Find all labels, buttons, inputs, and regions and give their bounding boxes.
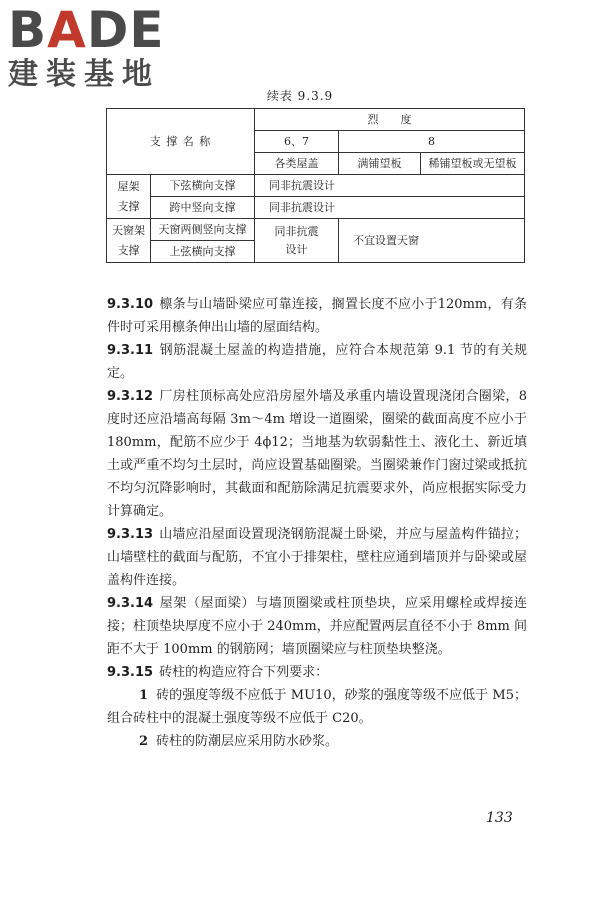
clause [107,385,527,523]
page-number: 133 [486,810,513,826]
header-intensity-8: 8 [339,131,525,153]
clause [107,293,527,339]
list-item [107,730,527,753]
logo-subtitle: 建装基地 [8,57,160,92]
table-row [107,175,525,197]
table-row [107,219,525,241]
clause-number: 9.3.15 [107,665,154,680]
logo-wordmark [8,1,178,59]
row-name: 跨中竖向支撑 [151,197,255,219]
group-truss-bracing: 屋架 支撑 [107,175,151,219]
clauses-body [107,293,527,753]
bracing-table [106,108,525,263]
item-number: 2 [139,734,149,749]
sub-full-board: 满铺望板 [339,153,421,175]
logo-letters-de: DE [86,1,165,59]
table-row [107,109,525,131]
clause-number: 9.3.12 [107,389,154,404]
header-intensity-6-7: 6、7 [255,131,339,153]
row-value: 同非抗震设计 [255,175,525,197]
clause-number: 9.3.11 [107,343,154,358]
row-value: 同非抗震 设计 [255,219,339,263]
clause-text: 檩条与山墙卧梁应可靠连接，搁置长度不应小于120mm，有条件时可采用檩条伸出山墙的屋面结构。 [107,297,527,335]
clause-text: 砖柱的构造应符合下列要求： [159,665,329,680]
clause [107,339,527,385]
item-number: 1 [139,688,149,703]
table-row [107,197,525,219]
clause [107,592,527,661]
row-name: 下弦横向支撑 [151,175,255,197]
clause-number: 9.3.10 [107,297,154,312]
logo-letter-a: A [47,1,87,59]
clause-text: 钢筋混凝土屋盖的构造措施，应符合本规范第 9.1 节的有关规定。 [107,343,527,381]
header-intensity: 烈 度 [255,109,525,131]
row-name: 天窗两侧竖向支撑 [151,219,255,241]
logo-letter-b: B [8,1,48,59]
clause-text: 山墙应沿屋面设置现浇钢筋混凝土卧梁，并应与屋盖构件锚拉；山墙壁柱的截面与配筋，不宜小于排架柱，壁柱应通到墙顶并与卧梁或屋盖构件连接。 [107,527,527,588]
group-skylight-bracing: 天窗架 支撑 [107,219,151,263]
bade-logo [8,1,178,92]
clause-number: 9.3.14 [107,596,154,611]
row-name: 上弦横向支撑 [151,241,255,263]
clause-text: 屋架（屋面梁）与墙顶圈梁或柱顶垫块，应采用螺栓或焊接连接；柱顶垫块厚度不应小于 240mm，并应配置两层直径不小于 8mm 间距不大于 100mm 的钢筋网；墙顶圈梁应与柱顶垫块整浇。 [107,596,527,657]
table-caption: 续表 9.3.9 [266,89,334,103]
header-support-name: 支 撑 名 称 [107,109,255,175]
row-value-8: 不宜设置天窗 [339,219,525,263]
clause [107,523,527,592]
row-value: 同非抗震设计 [255,197,525,219]
clause-number: 9.3.13 [107,527,154,542]
list-item [107,684,527,730]
sub-sparse-board: 稀铺望板或无望板 [421,153,525,175]
sub-all-roofs: 各类屋盖 [255,153,339,175]
clause-text: 厂房柱顶标高处应沿房屋外墙及承重内墙设置现浇闭合圈梁，8 度时还应沿墙高每隔 3m～4m 增设一道圈梁，圈梁的截面高度不应小于 180mm，配筋不应少于 4ϕ12；当地基为软弱黏性土、液化土、新近填土或严重不均匀土层时，尚应设置基础圈梁。当圈梁兼作门窗过梁或抵抗不均匀沉降影响时，其截面和配筋除满足抗震要求外，尚应根据实际受力计算确定。 [107,389,527,519]
item-text: 砖的强度等级不应低于 MU10，砂浆的强度等级不应低于 M5；组合砖柱中的混凝土强度等级不应低于 C20。 [107,688,527,726]
clause [107,661,527,684]
item-text: 砖柱的防潮层应采用防水砂浆。 [156,734,339,749]
